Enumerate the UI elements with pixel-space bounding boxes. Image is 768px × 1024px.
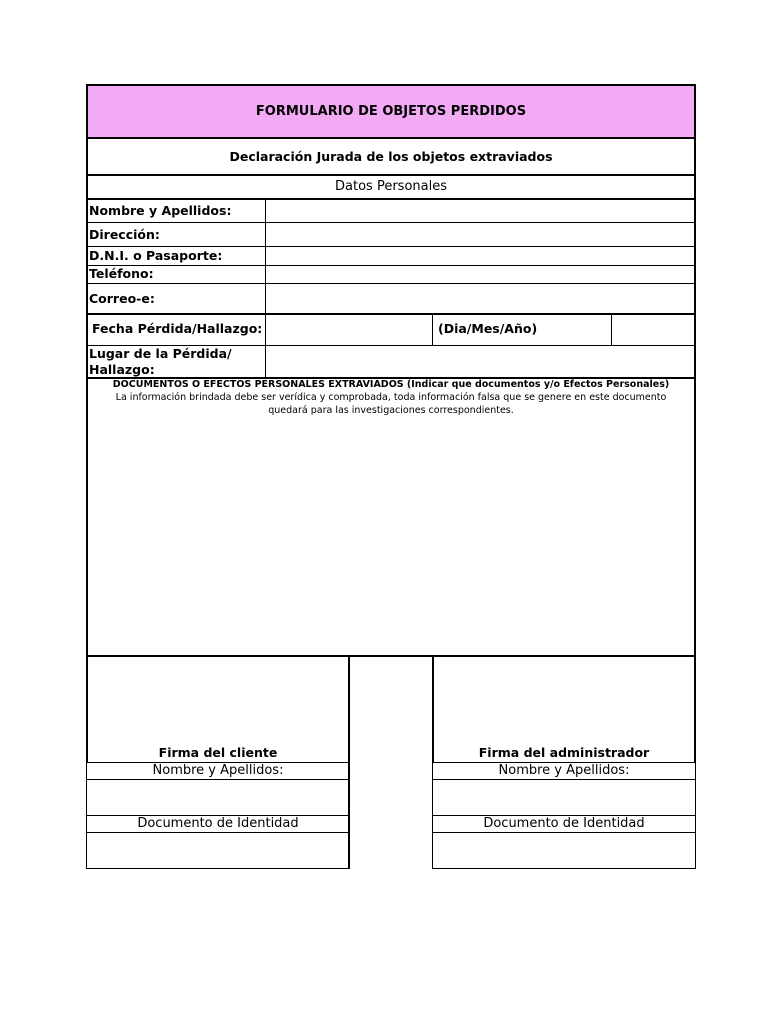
client-name-label: Nombre y Apellidos: <box>152 763 284 778</box>
form-subtitle: Declaración Jurada de los objetos extraviados <box>229 149 553 164</box>
section-personal-data: Datos Personales <box>335 179 447 194</box>
admin-name-label: Nombre y Apellidos: <box>498 763 630 778</box>
date-divider <box>432 313 433 346</box>
label-place-line1: Lugar de la Pérdida/ <box>89 346 232 361</box>
input-place[interactable] <box>267 346 694 377</box>
client-doc-input[interactable] <box>88 833 348 867</box>
input-email[interactable] <box>267 284 694 313</box>
documents-note-line1: La información brindada debe ser verídica y comprobada, toda información falsa que se genere en este documento <box>115 392 667 403</box>
documents-note-line2: quedará para las investigaciones correspondientes. <box>268 405 514 416</box>
admin-name-input[interactable] <box>434 780 694 814</box>
label-phone: Teléfono: <box>89 266 154 281</box>
input-id[interactable] <box>267 247 694 265</box>
label-name: Nombre y Apellidos: <box>89 203 232 218</box>
date-divider <box>611 313 612 346</box>
label-email: Correo-e: <box>89 291 155 306</box>
label-date: Fecha Pérdida/Hallazgo: <box>92 321 263 336</box>
form-title: FORMULARIO DE OBJETOS PERDIDOS <box>88 86 694 137</box>
documents-textarea[interactable] <box>88 420 694 655</box>
label-id: D.N.I. o Pasaporte: <box>89 248 223 263</box>
input-phone[interactable] <box>267 266 694 283</box>
documents-heading: DOCUMENTOS O EFECTOS PERSONALES EXTRAVIADOS (Indicar que documentos y/o Efectos Personales) <box>112 379 670 390</box>
client-signature-title: Firma del cliente <box>158 745 278 760</box>
label-date-format: (Dia/Mes/Año) <box>438 321 538 336</box>
admin-doc-input[interactable] <box>434 833 694 867</box>
input-date-value[interactable] <box>613 315 694 345</box>
admin-doc-label: Documento de Identidad <box>483 816 645 831</box>
input-address[interactable] <box>267 223 694 246</box>
input-name[interactable] <box>267 200 694 222</box>
input-date[interactable] <box>267 315 432 345</box>
label-address: Dirección: <box>89 227 160 242</box>
label-column-divider <box>265 198 266 378</box>
client-doc-label: Documento de Identidad <box>137 816 299 831</box>
label-place-line2: Hallazgo: <box>89 362 155 377</box>
client-name-input[interactable] <box>88 780 348 814</box>
admin-signature-title: Firma del administrador <box>478 745 650 760</box>
